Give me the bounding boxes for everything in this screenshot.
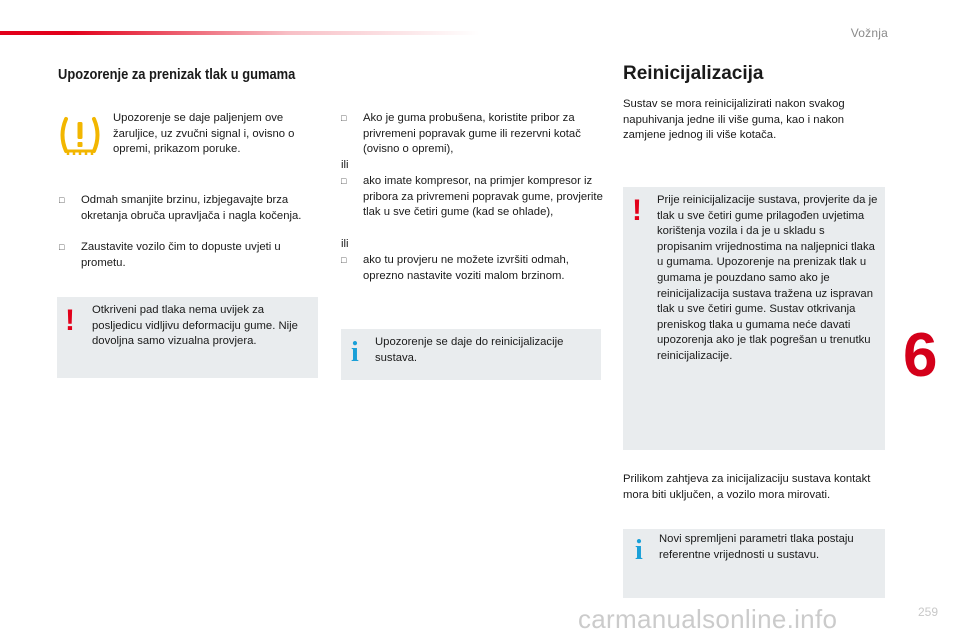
square-bullet-icon: □ — [341, 176, 347, 186]
warning-light-text: Upozorenje se daje paljenjem ove žaruljice, uz zvučni signal i, ovisno o opremi, prikazom poruke. — [113, 112, 295, 156]
warning-box — [57, 297, 318, 378]
info-box — [341, 329, 601, 380]
exclamation-icon: ! — [65, 304, 75, 337]
square-bullet-icon: □ — [59, 242, 65, 252]
intro-paragraph: Sustav se mora reinicijalizirati nakon svakog napuhivanja jedne ili više guma, kao i nakon zamjene jednog ili više kotača. — [623, 98, 845, 142]
square-bullet-icon: □ — [59, 195, 65, 205]
warning-box-text: Otkriveni pad tlaka nema uvijek za posljedicu vidljivu deformaciju gume. Nije dovoljna samo vizualna provjera. — [92, 304, 298, 348]
bullet-text: Ako je guma probušena, koristite pribor za privremeni popravak gume ili rezervni kotač (ovisno o opremi), — [363, 112, 581, 156]
right-title: Reinicijalizacija — [623, 63, 764, 84]
or-text: ili — [341, 159, 349, 171]
watermark: carmanualsonline.info — [578, 604, 838, 634]
info-box-text: Novi spremljeni parametri tlaka postaju referentne vrijednosti u sustavu. — [659, 533, 854, 561]
info-icon: i — [635, 535, 643, 566]
header-accent-bar — [0, 31, 480, 35]
or-text: ili — [341, 238, 349, 250]
info-box — [623, 529, 885, 598]
tire-pressure-warning-icon — [57, 115, 103, 157]
info-icon: i — [351, 337, 359, 368]
list-item — [341, 111, 606, 158]
info-box-text: Upozorenje se daje do reinicijalizacije sustava. — [375, 336, 564, 364]
exclamation-icon: ! — [632, 194, 642, 227]
list-item — [341, 253, 606, 284]
bullet-text: ako tu provjeru ne možete izvršiti odmah, oprezno nastavite voziti malom brzinom. — [363, 254, 569, 282]
init-paragraph: Prilikom zahtjeva za inicijalizaciju sustava kontakt mora biti uključen, a vozilo mora mirovati. — [623, 473, 871, 501]
warning-box — [623, 187, 885, 450]
bullet-text: Odmah smanjite brzinu, izbjegavajte brza okretanja obruča upravljača i nagla kočenja. — [81, 194, 302, 222]
square-bullet-icon: □ — [341, 255, 347, 265]
list-item — [59, 193, 304, 224]
square-bullet-icon: □ — [341, 113, 347, 123]
warning-box-text: Prije reinicijalizacije sustava, provjerite da je tlak u sve četiri gume prilagođen uvjetima korištenja vozila i da je u skladu s propisanim vrijednostima na naljepnici tlaka u gumama. Upozorenje na prenizak tlak u gumama je pouzdano samo ako je reinicijalizacija sustava tražena uz ispravan tlak u sve četiri gume. Sustav otkrivanja preniskog tlaka u gumama neće davati upozorenja ako je tlak pogrešan u trenutku reinicijalizacije. — [657, 194, 878, 362]
page-number: 259 — [917, 605, 938, 619]
chapter-number: 6 — [903, 321, 938, 390]
section-label: Vožnja — [850, 26, 888, 40]
bullet-text: ako imate kompresor, na primjer kompresor iz pribora za privremeni popravak gume, provjerite tlak u sve četiri gume (kad se ohlade), — [363, 175, 603, 219]
bullet-text: Zaustavite vozilo čim to dopuste uvjeti u prometu. — [81, 241, 281, 269]
left-title: Upozorenje za prenizak tlak u gumama — [58, 66, 296, 83]
list-item — [59, 240, 304, 271]
list-item — [341, 174, 606, 221]
